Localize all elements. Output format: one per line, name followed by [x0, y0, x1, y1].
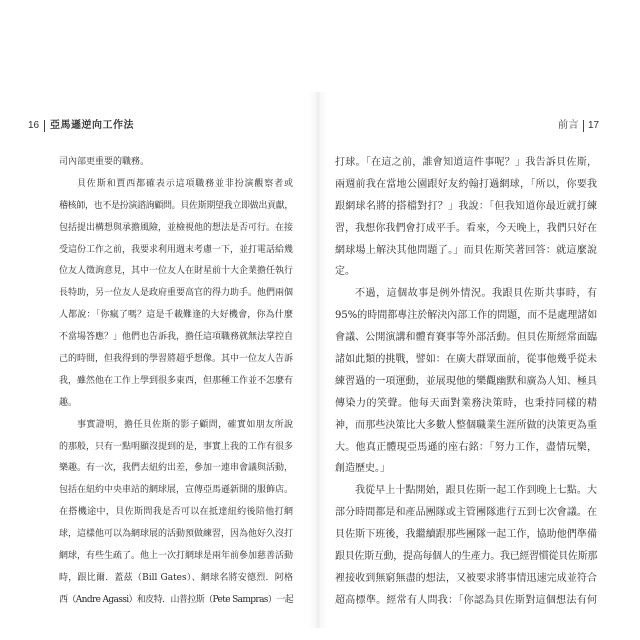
right-header-divider	[583, 120, 584, 132]
body-text-line: 大。他真正體現亞馬遜的座右銘：「努力工作，盡情玩樂，	[335, 441, 597, 453]
body-text-line: 諸如此類的挑戰，譬如：在廣大群眾面前，從事他幾乎從未	[335, 354, 597, 366]
body-text-line: 人都說：「你瘋了嗎？這是千載難逢的大好機會，你為什麼	[59, 310, 293, 321]
body-text-line: 己的時間，但我得到的學習將超乎想像。其中一位友人告訴	[59, 354, 293, 365]
body-text-line: 貝佐斯下班後，我繼續跟那些團隊一起工作，協助他們準備	[335, 529, 597, 541]
body-text-line: 貝佐斯和賈西都確表示這項職務並非扮演觀察者或	[77, 178, 293, 189]
body-text-line: 西（Andre Agassi）和皮特．山普拉斯（Pete Sampras）一起	[59, 594, 293, 605]
body-text-line: 超高標準。經常有人問我：「你認為貝佐斯對這個想法有何	[335, 594, 597, 606]
body-text-line: 包括在紐約中央車站的網球展，宣傳亞馬遜新開的服飾店。	[59, 485, 293, 496]
body-text-line: 傳染力的笑聲。他每天面對業務決策時，也秉持同樣的精	[335, 397, 597, 409]
left-page-body	[59, 152, 293, 612]
body-text-line: 位友人徵詢意見，其中一位友人在財星前十大企業擔任執行	[59, 266, 293, 277]
body-text-line: 受這份工作之前，我要求利用週末考慮一下，並打電話給幾	[59, 244, 293, 255]
body-text-line: 不當場答應？」他們也告訴我，擔任這項職務就無法掌控自	[59, 332, 293, 343]
body-text-line: 包括提出構想與承擔風險，並檢視他的想法是否可行。在接	[59, 222, 293, 233]
body-text-line: 司內部更重要的職務。	[59, 157, 150, 167]
body-text-line: 網球場上解決其他問題了。」而貝佐斯笑著回答：就這麼說	[335, 244, 597, 256]
left-page-number: 16	[28, 120, 40, 131]
body-text-line: 趣。	[59, 397, 78, 408]
page-gutter	[309, 92, 327, 628]
right-page-number: 17	[588, 120, 600, 131]
right-page-body	[335, 152, 597, 612]
body-text-line: 事實證明，擔任貝佐斯的影子顧問，確實如朋友所說	[77, 419, 293, 430]
body-text-line: 時，跟比爾．蓋茲（Bill Gates）、網球名將安德烈．阿格	[59, 572, 293, 583]
body-text-line: 習，我想你我們會打成平手。看來，今天晚上，我們只好在	[335, 222, 597, 234]
body-text-line: 神，而那些決策比大多數人整個職業生涯所做的決策更為重	[335, 419, 597, 431]
body-text-line: 95%的時間都專注於解決內部工作的問題，而不是處理諸如	[335, 310, 597, 322]
body-text-line: 網球，有些生疏了。他上一次打網球是兩年前參加慈善活動	[59, 551, 293, 562]
body-text-line: 樂趣。有一次，我們去紐約出差，參加一連串會議與活動，	[59, 463, 293, 474]
body-text-line: 我，雖然他在工作上學到很多東西，但那種工作並不怎麼有	[59, 375, 293, 386]
right-running-title: 前言	[558, 120, 579, 131]
body-text-line: 創造歷史。」	[335, 463, 390, 475]
body-text-line: 定。	[335, 266, 355, 278]
body-text-line: 長特助，另一位友人是政府重要高官的得力助手。他們兩個	[59, 288, 293, 299]
body-text-line: 裡接收到無窮無盡的想法，又被要求將事情迅速完成並符合	[335, 572, 597, 584]
body-text-line: 的那般，只有一點明顯沒提到的是，事實上我的工作有很多	[59, 441, 293, 452]
body-text-line: 會議、公開演講和體育賽事等外部活動。但貝佐斯經常面臨	[335, 332, 597, 344]
body-text-line: 部分時間都是和產品團隊或主管團隊進行五到七次會議。在	[335, 507, 597, 519]
body-text-line: 打球。「在這之前，誰會知道這件事呢？」我告訴貝佐斯，	[335, 157, 597, 168]
body-text-line: 稽核師，也不是扮演諮詢顧問。貝佐斯期望我立即做出貢獻，	[59, 200, 293, 211]
body-text-line: 跟貝佐斯互動，提高每個人的生產力。我已經習慣從貝佐斯那	[335, 551, 597, 563]
body-text-line: 兩週前我在當地公園跟好友約翰打過網球，「所以，你要我	[335, 178, 597, 190]
left-running-title: 亞馬遜逆向工作法	[50, 120, 134, 131]
body-text-line: 不過，這個故事是例外情況。我跟貝佐斯共事時，有	[355, 288, 597, 300]
body-text-line: 跟網球名將的搭檔對打？」我說：「但我知道你最近就打練	[335, 200, 597, 212]
body-text-line: 練習過的一項運動，並展現他的樂觀幽默和廣為人知、極具	[335, 375, 597, 387]
body-text-line: 球，這樣他可以為網球展的活動預做練習，因為他好久沒打	[59, 529, 293, 540]
body-text-line: 我從早上十點開始，跟貝佐斯一起工作到晚上七點。大	[355, 485, 597, 497]
body-text-line: 在搭機途中，貝佐斯問我是否可以在抵達紐約後陪他打網	[59, 507, 293, 518]
left-header-divider	[44, 120, 45, 132]
